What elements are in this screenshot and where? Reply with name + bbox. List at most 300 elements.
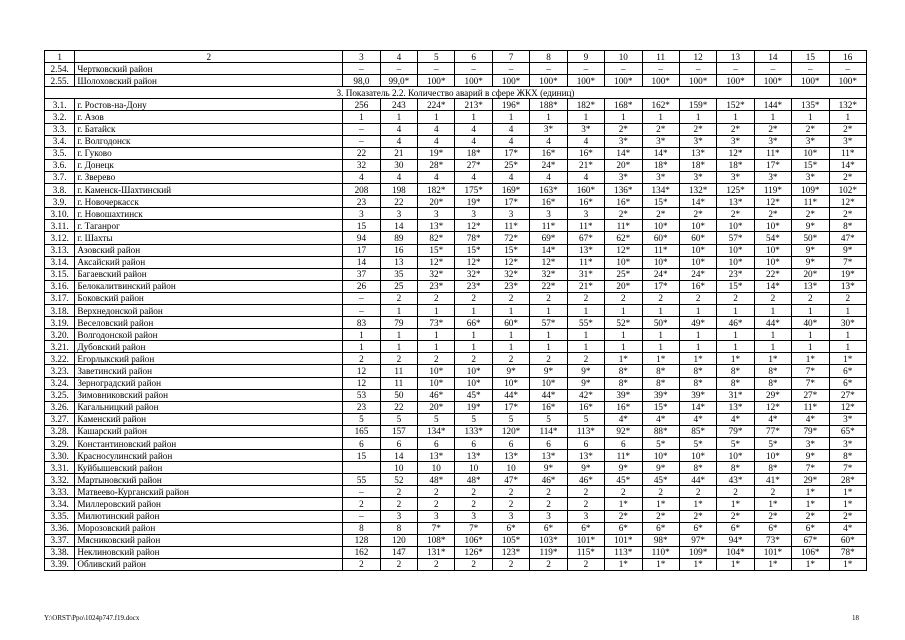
- value-cell: 44*: [754, 317, 791, 329]
- value-cell: 13*: [567, 450, 604, 462]
- value-cell: 22*: [530, 280, 567, 292]
- value-cell: 18*: [642, 159, 679, 171]
- value-cell: 3: [418, 208, 455, 220]
- value-cell: 11*: [754, 147, 791, 159]
- value-cell: 208: [343, 184, 380, 196]
- footer-page-number: 18: [852, 614, 859, 622]
- value-cell: 25: [380, 280, 417, 292]
- value-cell: 5: [492, 413, 529, 425]
- value-cell: 1: [605, 341, 642, 353]
- value-cell: 9*: [530, 365, 567, 377]
- value-cell: 10*: [679, 256, 716, 268]
- value-cell: 2: [418, 292, 455, 304]
- value-cell: 78*: [829, 546, 866, 558]
- value-cell: 100*: [567, 75, 604, 87]
- value-cell: 9*: [792, 244, 829, 256]
- value-cell: 6: [455, 438, 492, 450]
- value-cell: 6*: [754, 522, 791, 534]
- value-cell: 13*: [717, 401, 754, 413]
- value-cell: 94*: [717, 534, 754, 546]
- value-cell: 73*: [754, 534, 791, 546]
- table-row: [45, 438, 867, 450]
- table-row: [45, 365, 867, 377]
- row-number-cell: 3.8.: [45, 184, 75, 196]
- value-cell: 101*: [605, 534, 642, 546]
- value-cell: 1: [679, 341, 716, 353]
- value-cell: 23*: [492, 280, 529, 292]
- value-cell: 17*: [492, 401, 529, 413]
- row-number-cell: 3.18.: [45, 304, 75, 316]
- value-cell: 4: [455, 171, 492, 183]
- value-cell: 2: [455, 292, 492, 304]
- table-row: [45, 329, 867, 341]
- footer-file-path: Y:\ORST\Ppo\1024p747.f19.docx: [44, 614, 140, 622]
- value-cell: 44*: [492, 389, 529, 401]
- table-row: [45, 389, 867, 401]
- value-cell: 60*: [829, 534, 866, 546]
- value-cell: 5: [343, 413, 380, 425]
- table-row: [45, 99, 867, 111]
- value-cell: 3: [567, 510, 604, 522]
- row-number-cell: 3.34.: [45, 498, 75, 510]
- value-cell: 1*: [754, 353, 791, 365]
- row-number-cell: 3.29.: [45, 438, 75, 450]
- value-cell: 1: [380, 329, 417, 341]
- value-cell: 10*: [455, 377, 492, 389]
- value-cell: 165: [343, 425, 380, 437]
- value-cell: 3*: [717, 135, 754, 147]
- value-cell: 45*: [455, 389, 492, 401]
- value-cell: 10*: [717, 220, 754, 232]
- value-cell: 43*: [717, 474, 754, 486]
- value-cell: 16*: [567, 401, 604, 413]
- territory-name-cell: Боковский район: [75, 292, 343, 304]
- territory-name-cell: г. Донецк: [75, 159, 343, 171]
- value-cell: 15: [343, 220, 380, 232]
- value-cell: 1*: [754, 558, 791, 570]
- value-cell: 3*: [530, 123, 567, 135]
- value-cell: 10*: [455, 365, 492, 377]
- value-cell: 6: [492, 438, 529, 450]
- value-cell: 41*: [754, 474, 791, 486]
- value-cell: 13*: [567, 244, 604, 256]
- value-cell: 162: [343, 546, 380, 558]
- value-cell: 37: [343, 268, 380, 280]
- value-cell: 22*: [754, 268, 791, 280]
- value-cell: 3: [418, 510, 455, 522]
- value-cell: 8*: [717, 462, 754, 474]
- row-number-cell: 3.27.: [45, 413, 75, 425]
- value-cell: 9*: [829, 244, 866, 256]
- value-cell: 12*: [754, 401, 791, 413]
- value-cell: 2*: [679, 208, 716, 220]
- territory-name-cell: Морозовский район: [75, 522, 343, 534]
- value-cell: 6*: [792, 522, 829, 534]
- value-cell: 1: [642, 341, 679, 353]
- value-cell: 2: [492, 558, 529, 570]
- value-cell: 6: [343, 438, 380, 450]
- territory-name-cell: г. Волгодонск: [75, 135, 343, 147]
- row-number-cell: 3.35.: [45, 510, 75, 522]
- territory-name-cell: Каменский район: [75, 413, 343, 425]
- value-cell: 5: [530, 413, 567, 425]
- column-number-cell: 3: [343, 51, 380, 63]
- territory-name-cell: Волгодонской район: [75, 329, 343, 341]
- value-cell: 10*: [418, 365, 455, 377]
- territory-name-cell: Багаевский район: [75, 268, 343, 280]
- value-cell: 1: [530, 341, 567, 353]
- value-cell: 1: [642, 329, 679, 341]
- column-number-cell: 2: [75, 51, 343, 63]
- value-cell: 13*: [679, 147, 716, 159]
- territory-name-cell: Обливский район: [75, 558, 343, 570]
- value-cell: 6*: [829, 365, 866, 377]
- value-cell: 4: [530, 135, 567, 147]
- value-cell: 144*: [754, 99, 791, 111]
- value-cell: 88*: [642, 425, 679, 437]
- value-cell: 6: [605, 438, 642, 450]
- value-cell: 19*: [418, 147, 455, 159]
- territory-name-cell: г. Новошахтинск: [75, 208, 343, 220]
- value-cell: 55: [343, 474, 380, 486]
- value-cell: 182*: [567, 99, 604, 111]
- value-cell: 243: [380, 99, 417, 111]
- value-cell: 119*: [530, 546, 567, 558]
- value-cell: 18*: [455, 147, 492, 159]
- value-cell: 8*: [605, 377, 642, 389]
- row-number-cell: 3.7.: [45, 171, 75, 183]
- value-cell: 114*: [530, 425, 567, 437]
- value-cell: 120*: [492, 425, 529, 437]
- value-cell: 9*: [642, 462, 679, 474]
- value-cell: 2: [754, 292, 791, 304]
- value-cell: 4*: [642, 413, 679, 425]
- value-cell: 1: [567, 111, 604, 123]
- territory-name-cell: Заветинский район: [75, 365, 343, 377]
- value-cell: 15*: [642, 401, 679, 413]
- value-cell: 10*: [530, 377, 567, 389]
- value-cell: 2: [567, 498, 604, 510]
- value-cell: 4: [567, 171, 604, 183]
- value-cell: 4: [380, 123, 417, 135]
- value-cell: 99,0*: [380, 75, 417, 87]
- value-cell: 1*: [754, 498, 791, 510]
- column-number-cell: 15: [792, 51, 829, 63]
- value-cell: 1: [792, 111, 829, 123]
- value-cell: 2: [605, 486, 642, 498]
- table-row: [45, 244, 867, 256]
- value-cell: 4: [380, 171, 417, 183]
- value-cell: 9*: [605, 462, 642, 474]
- value-cell: 16*: [530, 401, 567, 413]
- value-cell: 15*: [492, 244, 529, 256]
- value-cell: 134*: [418, 425, 455, 437]
- value-cell: 47*: [492, 474, 529, 486]
- row-number-cell: 2.54.: [45, 63, 75, 75]
- value-cell: 67*: [792, 534, 829, 546]
- value-cell: 1*: [605, 353, 642, 365]
- value-cell: 8*: [642, 365, 679, 377]
- row-number-cell: 3.22.: [45, 353, 75, 365]
- value-cell: 16*: [679, 280, 716, 292]
- value-cell: 100*: [455, 75, 492, 87]
- value-cell: 2: [418, 486, 455, 498]
- table-row: [45, 196, 867, 208]
- value-cell: 100*: [530, 75, 567, 87]
- value-cell: 2: [530, 353, 567, 365]
- value-cell: 13: [380, 256, 417, 268]
- value-cell: 22: [380, 196, 417, 208]
- value-cell: 3*: [642, 171, 679, 183]
- value-cell: 6*: [679, 522, 716, 534]
- value-cell: 4: [530, 171, 567, 183]
- value-cell: 2: [679, 292, 716, 304]
- value-cell: 119*: [754, 184, 791, 196]
- value-cell: 15*: [717, 280, 754, 292]
- row-number-cell: 3.37.: [45, 534, 75, 546]
- row-number-cell: 3.9.: [45, 196, 75, 208]
- table-row: [45, 171, 867, 183]
- value-cell: 1*: [829, 486, 866, 498]
- territory-name-cell: Чертковский район: [75, 63, 343, 75]
- value-cell: 163*: [530, 184, 567, 196]
- value-cell: 40*: [792, 317, 829, 329]
- value-cell: 10: [455, 462, 492, 474]
- value-cell: 20*: [605, 280, 642, 292]
- value-cell: 7*: [792, 365, 829, 377]
- value-cell: 13*: [418, 220, 455, 232]
- value-cell: 1*: [642, 353, 679, 365]
- value-cell: 12*: [717, 147, 754, 159]
- value-cell: 113*: [567, 425, 604, 437]
- table-row: [45, 220, 867, 232]
- value-cell: 169*: [492, 184, 529, 196]
- value-cell: 3*: [717, 171, 754, 183]
- value-cell: 18*: [679, 159, 716, 171]
- territory-name-cell: г. Ростов-на-Дону: [75, 99, 343, 111]
- value-cell: 1*: [717, 353, 754, 365]
- value-cell: 8*: [679, 377, 716, 389]
- value-cell: 8: [343, 522, 380, 534]
- value-cell: 2*: [642, 123, 679, 135]
- value-cell: 1: [792, 329, 829, 341]
- value-cell: 2: [343, 498, 380, 510]
- value-cell: 2: [792, 292, 829, 304]
- value-cell: 2: [455, 558, 492, 570]
- territory-name-cell: Кагальницкий район: [75, 401, 343, 413]
- value-cell: –: [492, 63, 529, 75]
- value-cell: 10*: [754, 244, 791, 256]
- value-cell: 3*: [605, 135, 642, 147]
- value-cell: 22: [343, 147, 380, 159]
- value-cell: 4: [418, 123, 455, 135]
- value-cell: 5: [380, 413, 417, 425]
- row-number-cell: 3.36.: [45, 522, 75, 534]
- value-cell: 159*: [679, 99, 716, 111]
- value-cell: –: [343, 135, 380, 147]
- value-cell: 7*: [829, 256, 866, 268]
- value-cell: 4: [455, 135, 492, 147]
- value-cell: 100*: [605, 75, 642, 87]
- value-cell: 100*: [418, 75, 455, 87]
- value-cell: 21*: [567, 159, 604, 171]
- value-cell: 12*: [754, 196, 791, 208]
- value-cell: 27*: [455, 159, 492, 171]
- table-row: [45, 111, 867, 123]
- value-cell: 23: [343, 401, 380, 413]
- value-cell: 1: [492, 111, 529, 123]
- table-row: [45, 450, 867, 462]
- value-cell: 101*: [754, 546, 791, 558]
- value-cell: 13*: [492, 450, 529, 462]
- value-cell: 15*: [455, 244, 492, 256]
- territory-name-cell: Белокалитвинский район: [75, 280, 343, 292]
- value-cell: 1: [492, 341, 529, 353]
- row-number-cell: 3.26.: [45, 401, 75, 413]
- value-cell: 1: [530, 329, 567, 341]
- value-cell: 4: [418, 135, 455, 147]
- value-cell: 5*: [642, 438, 679, 450]
- value-cell: 4*: [792, 413, 829, 425]
- value-cell: 147: [380, 546, 417, 558]
- value-cell: 79*: [792, 425, 829, 437]
- value-cell: 1: [642, 111, 679, 123]
- value-cell: 3: [343, 208, 380, 220]
- value-cell: 11*: [492, 220, 529, 232]
- value-cell: 132*: [829, 99, 866, 111]
- territory-name-cell: Куйбышевский район: [75, 462, 343, 474]
- value-cell: 55*: [567, 317, 604, 329]
- value-cell: 2: [679, 486, 716, 498]
- column-number-cell: 8: [530, 51, 567, 63]
- column-number-cell: 5: [418, 51, 455, 63]
- value-cell: 1*: [605, 498, 642, 510]
- value-cell: 2*: [642, 208, 679, 220]
- value-cell: 52*: [605, 317, 642, 329]
- value-cell: 10*: [717, 256, 754, 268]
- row-number-cell: 3.10.: [45, 208, 75, 220]
- value-cell: 25*: [492, 159, 529, 171]
- value-cell: 4*: [679, 413, 716, 425]
- value-cell: 2*: [717, 123, 754, 135]
- table-row: [45, 147, 867, 159]
- value-cell: 1: [829, 329, 866, 341]
- territory-name-cell: Верхнедонской район: [75, 304, 343, 316]
- territory-name-cell: Зимовниковский район: [75, 389, 343, 401]
- value-cell: 1: [492, 304, 529, 316]
- column-number-cell: 1: [45, 51, 75, 63]
- value-cell: 2: [380, 353, 417, 365]
- value-cell: 106*: [792, 546, 829, 558]
- value-cell: 2*: [642, 510, 679, 522]
- value-cell: 109*: [792, 184, 829, 196]
- row-number-cell: 3.23.: [45, 365, 75, 377]
- value-cell: 4: [492, 171, 529, 183]
- value-cell: 73*: [418, 317, 455, 329]
- value-cell: 1: [717, 341, 754, 353]
- territory-name-cell: г. Каменск-Шахтинский: [75, 184, 343, 196]
- value-cell: 23*: [455, 280, 492, 292]
- value-cell: 8: [380, 522, 417, 534]
- table-row: [45, 256, 867, 268]
- value-cell: 8*: [717, 365, 754, 377]
- value-cell: 18*: [717, 159, 754, 171]
- value-cell: 10: [380, 462, 417, 474]
- value-cell: 46*: [717, 317, 754, 329]
- territory-name-cell: Шолоховский район: [75, 75, 343, 87]
- value-cell: 65*: [829, 425, 866, 437]
- value-cell: 1: [455, 329, 492, 341]
- value-cell: 2: [530, 292, 567, 304]
- value-cell: 2: [605, 292, 642, 304]
- value-cell: 69*: [530, 232, 567, 244]
- row-number-cell: 3.11.: [45, 220, 75, 232]
- row-number-cell: 3.2.: [45, 111, 75, 123]
- value-cell: 4*: [605, 413, 642, 425]
- value-cell: 2*: [829, 208, 866, 220]
- value-cell: 2: [455, 486, 492, 498]
- value-cell: 12*: [418, 256, 455, 268]
- value-cell: 1*: [679, 498, 716, 510]
- row-number-cell: 3.20.: [45, 329, 75, 341]
- value-cell: 83: [343, 317, 380, 329]
- value-cell: 6: [380, 438, 417, 450]
- value-cell: –: [343, 486, 380, 498]
- value-cell: 3*: [792, 438, 829, 450]
- value-cell: 52: [380, 474, 417, 486]
- row-number-cell: 3.14.: [45, 256, 75, 268]
- row-number-cell: 3.39.: [45, 558, 75, 570]
- value-cell: 10*: [717, 244, 754, 256]
- value-cell: 10*: [754, 256, 791, 268]
- table-row: [45, 413, 867, 425]
- value-cell: 1: [567, 341, 604, 353]
- value-cell: 22: [380, 401, 417, 413]
- value-cell: 3: [455, 510, 492, 522]
- value-cell: 39*: [605, 389, 642, 401]
- value-cell: 10*: [679, 244, 716, 256]
- value-cell: 2: [418, 498, 455, 510]
- value-cell: 12*: [829, 196, 866, 208]
- value-cell: 1*: [792, 558, 829, 570]
- value-cell: 1*: [792, 486, 829, 498]
- value-cell: 135*: [792, 99, 829, 111]
- value-cell: 8*: [754, 377, 791, 389]
- value-cell: 2: [492, 486, 529, 498]
- value-cell: 3: [567, 208, 604, 220]
- value-cell: 4: [380, 135, 417, 147]
- value-cell: 11*: [642, 244, 679, 256]
- value-cell: 14: [380, 450, 417, 462]
- value-cell: 27*: [829, 389, 866, 401]
- value-cell: 6: [567, 438, 604, 450]
- value-cell: 3: [530, 510, 567, 522]
- value-cell: 3: [380, 510, 417, 522]
- column-number-cell: 14: [754, 51, 791, 63]
- value-cell: 14*: [754, 280, 791, 292]
- value-cell: 78*: [455, 232, 492, 244]
- value-cell: 1*: [642, 498, 679, 510]
- value-cell: 3*: [829, 413, 866, 425]
- value-cell: 1*: [829, 558, 866, 570]
- row-number-cell: 3.13.: [45, 244, 75, 256]
- value-cell: 2: [455, 498, 492, 510]
- value-cell: 14*: [530, 244, 567, 256]
- row-number-cell: 3.12.: [45, 232, 75, 244]
- table-row: [45, 208, 867, 220]
- table-row: [45, 522, 867, 534]
- value-cell: 12*: [530, 256, 567, 268]
